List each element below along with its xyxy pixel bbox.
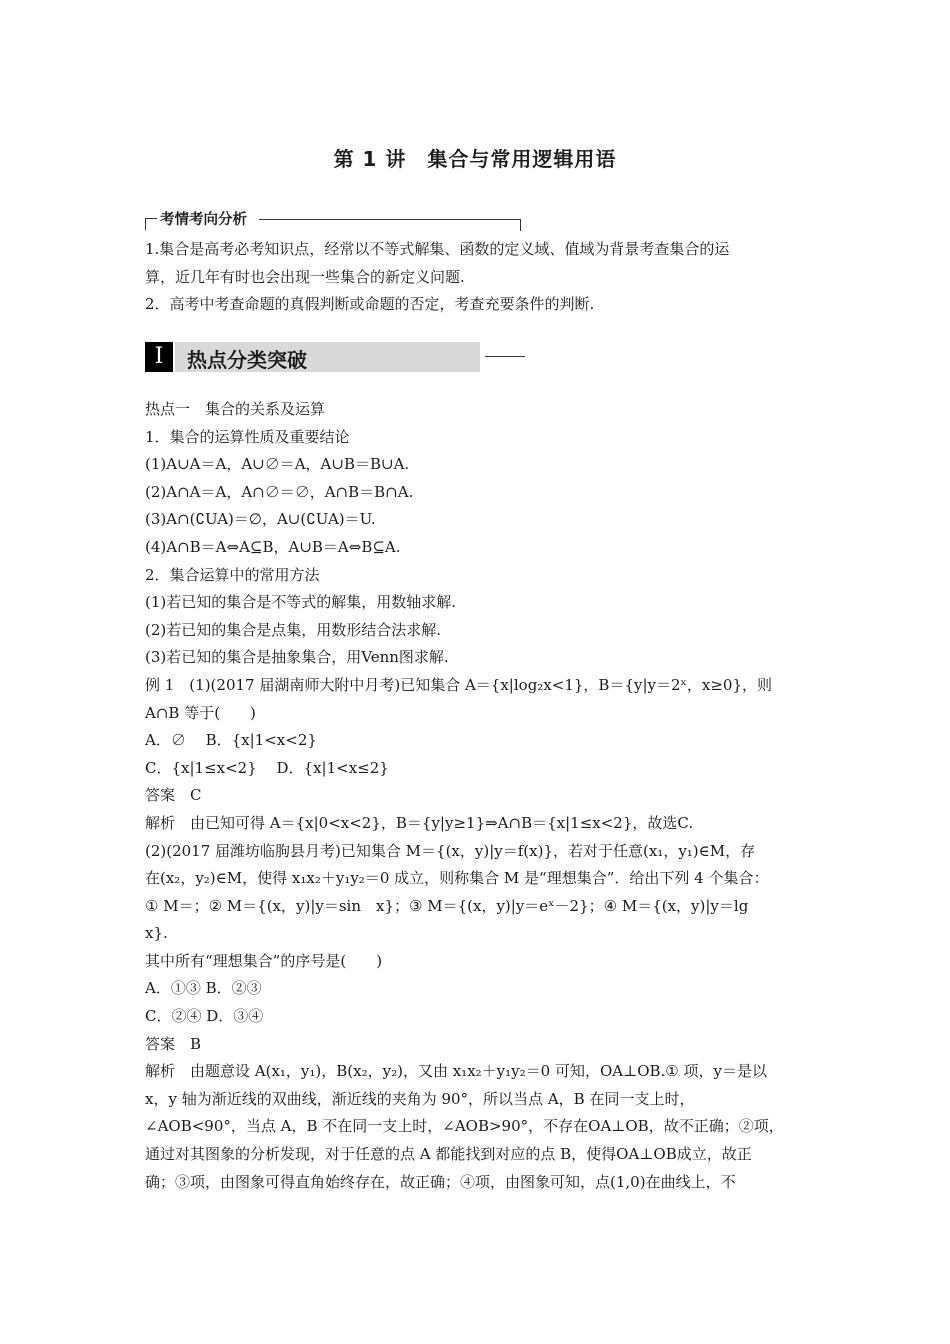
text-line: 答案 C bbox=[145, 786, 202, 805]
text-line: (1)A∪A＝A，A∪∅＝A，A∪B＝B∪A. bbox=[145, 455, 410, 474]
text-line: 答案 B bbox=[145, 1034, 202, 1053]
intro-line: 算，近几年有时也会出现一些集合的新定义问题. bbox=[145, 267, 465, 286]
analysis-box-label: 考情考向分析 bbox=[160, 208, 251, 229]
text-line: 其中所有“理想集合”的序号是( ) bbox=[145, 951, 383, 970]
text-line: 例 1 (1)(2017 届湖南师大附中月考)已知集合 A＝{x|log₂x<1}，B＝{y|y＝2ˣ，x≥0}，则 bbox=[145, 675, 773, 694]
text-line: 1．集合的运算性质及重要结论 bbox=[145, 427, 350, 446]
text-line: 2．集合运算中的常用方法 bbox=[145, 565, 320, 584]
section-header bbox=[145, 342, 525, 372]
text-line: ① M＝；② M＝{(x，y)|y＝sin x}；③ M＝{(x，y)|y＝eˣ－2}；④ M＝{(x，y)|y＝lg bbox=[145, 896, 749, 915]
main-content bbox=[145, 396, 810, 1196]
text-line: (2)(2017 届潍坊临朐县月考)已知集合 M＝{(x，y)|y＝f(x)}，若对于任意(x₁，y₁)∈M，存 bbox=[145, 841, 756, 860]
text-line: (1)若已知的集合是不等式的解集，用数轴求解. bbox=[145, 593, 457, 612]
page-title: 第 1 讲 集合与常用逻辑用语 bbox=[333, 147, 617, 171]
text-line: (2)A∩A＝A，A∩∅＝∅，A∩B＝B∩A. bbox=[145, 482, 414, 501]
text-line: 在(x₂，y₂)∈M，使得 x₁x₂＋y₁y₂＝0 成立，则称集合 M 是“理想集合”．给出下列 4 个集合： bbox=[145, 869, 769, 888]
text-line: C．②④ D．③④ bbox=[145, 1007, 264, 1026]
section-title: 热点分类突破 bbox=[187, 348, 307, 372]
text-line: (3)A∩(∁UA)＝∅，A∪(∁UA)＝U. bbox=[145, 510, 376, 529]
text-line: (4)A∩B＝A⇔A⊆B，A∪B＝A⇔B⊆A. bbox=[145, 537, 401, 556]
text-line: A．∅ B．{x|1<x<2} bbox=[145, 731, 317, 750]
section-number: I bbox=[145, 342, 173, 372]
text-line: 解析 由已知可得 A＝{x|0<x<2}，B＝{y|y≥1}⇒A∩B＝{x|1≤x<2}，故选C. bbox=[145, 813, 694, 832]
text-line: ∠AOB<90°，当点 A，B 不在同一支上时，∠AOB>90°，不存在OA⊥OB，故不正确；②项， bbox=[145, 1117, 784, 1136]
intro-line: 2．高考中考查命题的真假判断或命题的否定，考查充要条件的判断. bbox=[145, 295, 595, 313]
text-line: 确；③项，由图象可得直角始终存在，故正确；④项，由图象可知，点(1,0)在曲线上，不 bbox=[145, 1172, 736, 1191]
text-line: 通过对其图象的分析发现，对于任意的点 A 都能找到对应的点 B，使得OA⊥OB成立，故正 bbox=[145, 1145, 752, 1164]
text-line: 热点一 集合的关系及运算 bbox=[145, 400, 326, 418]
text-line: C．{x|1≤x<2} D．{x|1<x≤2} bbox=[145, 758, 389, 777]
analysis-text bbox=[145, 236, 810, 319]
text-line: x，y 轴为渐近线的双曲线，渐近线的夹角为 90°，所以当点 A，B 在同一支上时， bbox=[145, 1089, 695, 1108]
analysis-box-header bbox=[145, 208, 521, 230]
text-line: x}. bbox=[145, 924, 168, 943]
text-line: (2)若已知的集合是点集，用数形结合法求解. bbox=[145, 620, 442, 639]
text-line: A∩B 等于( ) bbox=[145, 703, 256, 722]
text-line: (3)若已知的集合是抽象集合，用Venn图求解. bbox=[145, 648, 449, 667]
intro-line: 1.集合是高考必考知识点，经常以不等式解集、函数的定义域、值域为背景考查集合的运 bbox=[145, 240, 730, 258]
text-line: 解析 由题意设 A(x₁，y₁)，B(x₂，y₂)，又由 x₁x₂＋y₁y₂＝0 可知，OA⊥OB.① 项，y＝是以 bbox=[145, 1062, 767, 1081]
text-line: A．①③ B．②③ bbox=[145, 979, 262, 998]
